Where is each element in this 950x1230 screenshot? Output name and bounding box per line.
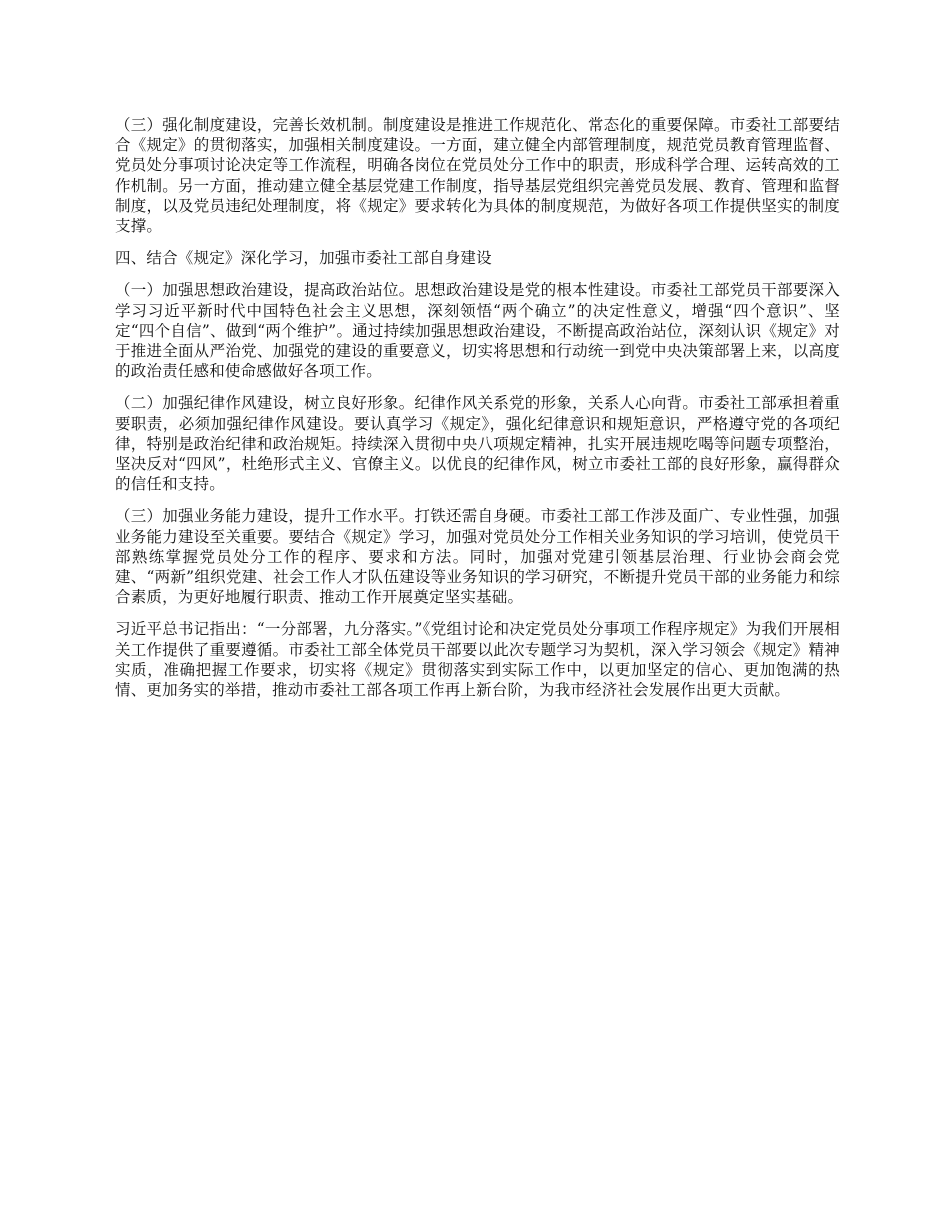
paragraph-capability-building: （三）加强业务能力建设，提升工作水平。打铁还需自身硬。市委社工部工作涉及面广、专业性强，加强业务能力建设至关重要。要结合《规定》学习，加强对党员处分工作相关业务知识的学习培训，使党员干部熟练掌握党员处分工作的程序、要求和方法。同时，加强对党建引领基层治理、行业协会商会党建、“两新”组织党建、社会工作人才队伍建设等业务知识的学习研究，不断提升党员干部的业务能力和综合素质，为更好地履行职责、推动工作开展奠定坚实基础。 — [115, 507, 840, 607]
paragraph-institution-building: （三）强化制度建设，完善长效机制。制度建设是推进工作规范化、常态化的重要保障。市委社工部要结合《规定》的贯彻落实，加强相关制度建设。一方面，建立健全内部管理制度，规范党员教育管理监督、党员处分事项讨论决定等工作流程，明确各岗位在党员处分工作中的职责，形成科学合理、运转高效的工作机制。另一方面，推动建立健全基层党建工作制度，指导基层党组织完善党员发展、教育、管理和监督制度，以及党员违纪处理制度，将《规定》要求转化为具体的制度规范，为做好各项工作提供坚实的制度支撑。 — [115, 116, 840, 236]
section-heading-four: 四、结合《规定》深化学习，加强市委社工部自身建设 — [115, 249, 492, 268]
document-body — [115, 115, 840, 712]
paragraph-conclusion: 习近平总书记指出：“一分部署，九分落实。”《党组讨论和决定党员处分事项工作程序规定》为我们开展相关工作提供了重要遵循。市委社工部全体党员干部要以此次专题学习为契机，深入学习领会《规定》精神实质，准确把握工作要求，切实将《规定》贯彻落实到实际工作中，以更加坚定的信心、更加饱满的热情、更加务实的举措，推动市委社工部各项工作再上新台阶，为我市经济社会发展作出更大贡献。 — [115, 620, 840, 700]
paragraph-discipline-building: （二）加强纪律作风建设，树立良好形象。纪律作风关系党的形象，关系人心向背。市委社工部承担着重要职责，必须加强纪律作风建设。要认真学习《规定》，强化纪律意识和规矩意识，严格遵守党的各项纪律，特别是政治纪律和政治规矩。持续深入贯彻中央八项规定精神，扎实开展违规吃喝等问题专项整治，坚决反对“四风”，杜绝形式主义、官僚主义。以优良的纪律作风，树立市委社工部的良好形象，赢得群众的信任和支持。 — [115, 394, 840, 494]
paragraph-political-building: （一）加强思想政治建设，提高政治站位。思想政治建设是党的根本性建设。市委社工部党员干部要深入学习习近平新时代中国特色社会主义思想，深刻领悟“两个确立”的决定性意义，增强“四个意识”、坚定“四个自信”、做到“两个维护”。通过持续加强思想政治建设，不断提高政治站位，深刻认识《规定》对于推进全面从严治党、加强党的建设的重要意义，切实将思想和行动统一到党中央决策部署上来，以高度的政治责任感和使命感做好各项工作。 — [115, 281, 840, 381]
